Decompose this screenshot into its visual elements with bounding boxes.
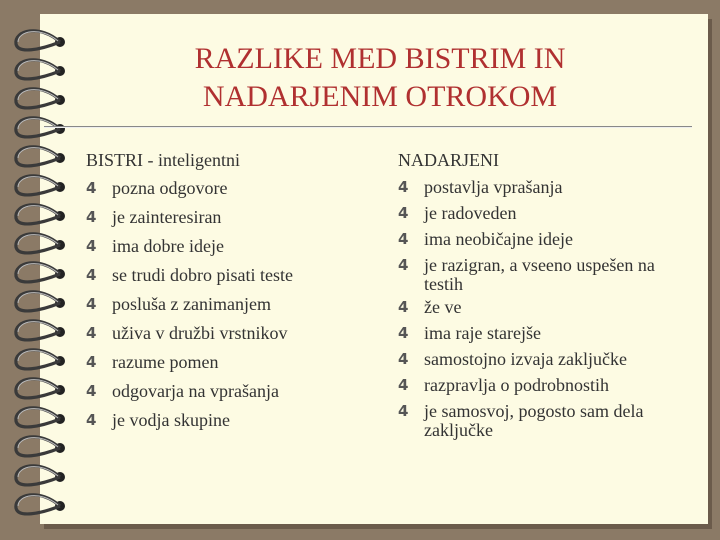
left-list	[86, 174, 386, 435]
list-item	[86, 290, 386, 319]
title-line-2: NADARJENIM OTROKOM	[202, 80, 558, 113]
bullet-icon: 4	[86, 324, 97, 342]
page-title	[40, 40, 720, 116]
list-item	[398, 200, 698, 226]
list-item-text: uživa v družbi vrstnikov	[112, 323, 288, 343]
bullet-icon: 4	[398, 350, 409, 368]
list-item-text: je zainteresiran	[112, 207, 222, 227]
list-item-text: ima dobre ideje	[112, 236, 224, 256]
list-item-text: je samosvoj, pogosto sam dela zaključke	[424, 401, 644, 440]
list-item-text: razume pomen	[112, 352, 219, 372]
bullet-icon: 4	[398, 230, 409, 248]
bullet-icon: 4	[398, 298, 409, 316]
bullet-icon: 4	[398, 204, 409, 222]
title-line-1: RAZLIKE MED BISTRIM IN	[194, 42, 566, 75]
left-column	[86, 148, 386, 435]
bullet-icon: 4	[86, 179, 97, 197]
list-item-text: je radoveden	[424, 203, 517, 223]
bullet-icon: 4	[398, 178, 409, 196]
list-item	[398, 174, 698, 200]
list-item-text: samostojno izvaja zaključke	[424, 349, 627, 369]
right-heading: NADARJENI	[398, 150, 499, 170]
list-item-text: se trudi dobro pisati teste	[112, 265, 293, 285]
list-item	[398, 398, 698, 440]
bullet-icon: 4	[86, 237, 97, 255]
list-item-text: je vodja skupine	[112, 410, 230, 430]
right-list	[398, 174, 698, 440]
list-item	[398, 252, 698, 294]
list-item-text: je razigran, a vseeno uspešen na testih	[424, 255, 655, 294]
list-item-text: razpravlja o podrobnostih	[424, 375, 609, 395]
list-item	[86, 232, 386, 261]
right-column	[398, 148, 698, 440]
bullet-icon: 4	[398, 402, 409, 420]
list-item	[398, 372, 698, 398]
list-item-text: ima raje starejše	[424, 323, 541, 343]
list-item-text: postavlja vprašanja	[424, 177, 563, 197]
list-item-text: posluša z zanimanjem	[112, 294, 271, 314]
list-item	[86, 174, 386, 203]
bullet-icon: 4	[86, 208, 97, 226]
list-item-text: že ve	[424, 297, 462, 317]
list-item-text: ima neobičajne ideje	[424, 229, 573, 249]
list-item	[86, 203, 386, 232]
list-item	[398, 226, 698, 252]
bullet-icon: 4	[398, 324, 409, 342]
bullet-icon: 4	[86, 382, 97, 400]
list-item-text: pozna odgovore	[112, 178, 228, 198]
list-item	[86, 377, 386, 406]
bullet-icon: 4	[86, 266, 97, 284]
bullet-icon: 4	[86, 295, 97, 313]
list-item	[398, 294, 698, 320]
list-item-text: odgovarja na vprašanja	[112, 381, 279, 401]
bullet-icon: 4	[86, 353, 97, 371]
bullet-icon: 4	[86, 411, 97, 429]
list-item	[86, 261, 386, 290]
list-item	[86, 406, 386, 435]
list-item	[86, 319, 386, 348]
list-item	[86, 348, 386, 377]
bullet-icon: 4	[398, 256, 409, 274]
list-item	[398, 320, 698, 346]
bullet-icon: 4	[398, 376, 409, 394]
title-divider	[44, 126, 692, 128]
left-heading: BISTRI - inteligentni	[86, 150, 240, 170]
list-item	[398, 346, 698, 372]
